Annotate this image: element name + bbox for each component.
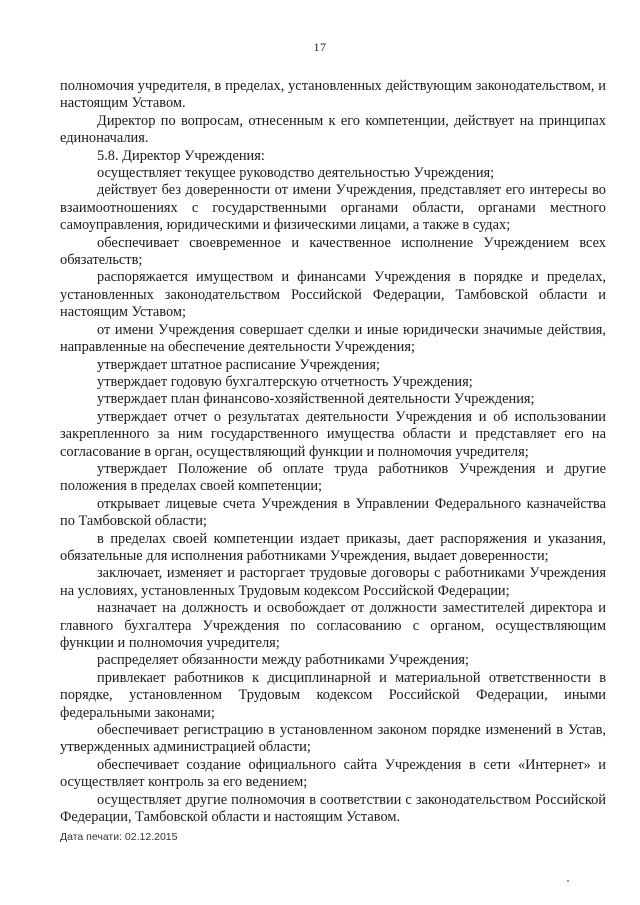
paragraph: Директор по вопросам, отнесенным к его компетенции, действует на принципах единоначалия.: [60, 112, 606, 147]
paragraph: в пределах своей компетенции издает приказы, дает распоряжения и указания, обязательные для исполнения работниками Учреждения, выдает доверенности;: [60, 530, 606, 564]
paragraph: утверждает план финансово-хозяйственной деятельности Учреждения;: [97, 391, 535, 408]
paragraph: действует без доверенности от имени Учреждения, представляет его интересы во взаимоотношениях с государственными органами области, органами местного самоуправления, юридическими и физическими лицами, а также в судах;: [60, 182, 606, 234]
paragraph: утверждает Положение об оплате труда работников Учреждения и другие положения в пределах своей компетенции;: [60, 460, 606, 495]
paragraph: утверждает штатное расписание Учреждения;: [97, 356, 380, 373]
paragraph: распределяет обязанности между работниками Учреждения;: [97, 652, 470, 669]
document-body: [60, 78, 606, 826]
paragraph: утверждает отчет о результатах деятельности Учреждения и об использовании закрепленного за ним государственного имущества области и представляет его на согласование в орган, осуществляющий функции и полномочия учредителя;: [60, 408, 606, 460]
paragraph: полномочия учредителя, в пределах, установленных действующим законодательством, и настоящим Уставом.: [60, 78, 606, 112]
paragraph: назначает на должность и освобождает от должности заместителей директора и главного бухгалтера Учреждения по согласованию с органом, осуществляющим функции и полномочия учредителя;: [60, 600, 606, 651]
paragraph: открывает лицевые счета Учреждения в Управлении Федерального казначейства по Тамбовской области;: [60, 495, 606, 530]
paragraph: обеспечивает регистрацию в установленном законом порядке изменений в Устав, утвержденных администрацией области;: [60, 722, 606, 756]
page-number: 17: [313, 40, 327, 54]
print-date-footer: Дата печати: 02.12.2015: [60, 831, 178, 843]
paragraph: обеспечивает создание официального сайта Учреждения в сети «Интернет» и осуществляет контроль за его ведением;: [60, 756, 606, 791]
paragraph: распоряжается имуществом и финансами Учреждения в порядке и пределах, установленных законодательством Российской Федерации, Тамбовской области и настоящим Уставом;: [60, 269, 606, 321]
paragraph: осуществляет текущее руководство деятельностью Учреждения;: [97, 165, 495, 182]
paragraph: от имени Учреждения совершает сделки и иные юридически значимые действия, направленные на обеспечение деятельности Учреждения;: [60, 321, 606, 356]
paragraph: обеспечивает своевременное и качественное исполнение Учреждением всех обязательств;: [60, 234, 606, 269]
paragraph: утверждает годовую бухгалтерскую отчетность Учреждения;: [97, 373, 473, 390]
paragraph: осуществляет другие полномочия в соответствии с законодательством Российской Федерации, Тамбовской области и настоящим Уставом.: [60, 791, 606, 826]
scan-speck: [567, 880, 569, 882]
paragraph: заключает, изменяет и расторгает трудовые договоры с работниками Учреждения на условиях, установленных Трудовым кодексом Российской Федерации;: [60, 565, 606, 599]
paragraph: привлекает работников к дисциплинарной и материальной ответственности в порядке, установленном Трудовым кодексом Российской Федерации, иными федеральными законами;: [60, 669, 606, 721]
section-heading: 5.8. Директор Учреждения:: [97, 147, 265, 164]
